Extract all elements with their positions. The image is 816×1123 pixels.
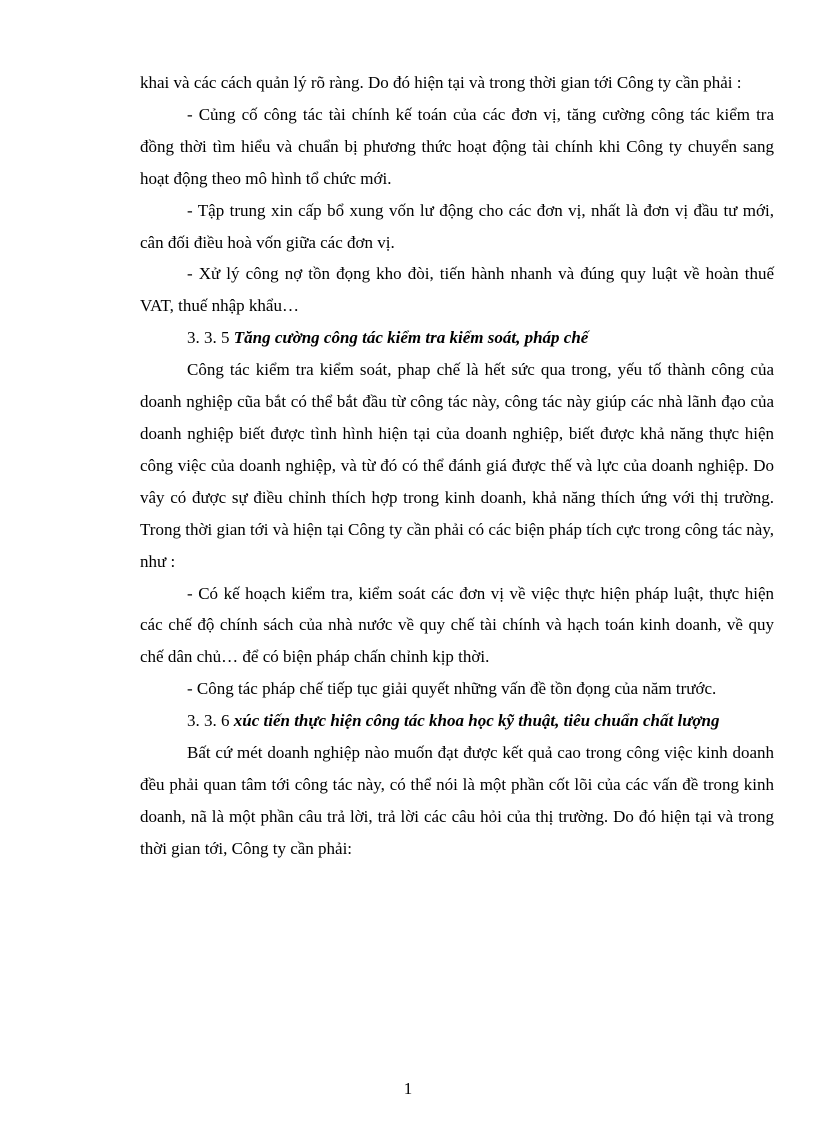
paragraph-bullet: - Xử lý công nợ tồn đọng kho đòi, tiến hành nhanh và đúng quy luật về hoàn thuế VAT, thuế nhập khẩu… bbox=[140, 264, 774, 316]
section-heading-3-3-6 bbox=[140, 705, 774, 737]
paragraph-bullet: - Củng cố công tác tài chính kế toán của các đơn vị, tăng cường công tác kiểm tra đồng thời tìm hiểu và chuẩn bị phương thức hoạt động tài chính khi Công ty chuyển sang hoạt động theo mô hình tổ chức mới. bbox=[140, 104, 774, 188]
section-body: Công tác kiểm tra kiểm soát, phap chế là hết sức qua trong, yếu tố thành công của doanh nghiệp cũa bắt có thể bắt đầu từ công tác này, công tác này giúp các nhà lãnh đạo của doanh nghiệp biết được tình hình hiện tại của doanh nghiệp, biết được khả năng thực hiện công việc của doanh nghiệp, và từ đó có thể đánh giá được thế và lực của doanh nghiệp. Do vây có được sự điều chỉnh thích hợp trong kinh doanh, khả năng thích ứng với thị trường. Trong thời gian tới và hiện tại Công ty cần phải có các biện pháp tích cực trong công tác này, như : bbox=[140, 360, 774, 571]
section-title: Tăng cường công tác kiểm tra kiểm soát, pháp chế bbox=[233, 328, 589, 348]
paragraph-bullet: - Có kế hoạch kiểm tra, kiểm soát các đơn vị về việc thực hiện pháp luật, thực hiện các chế độ chính sách của nhà nước về quy chế tài chính và hạch toán kinh doanh, về quy chế dân chủ… để có biện pháp chấn chỉnh kịp thời. bbox=[140, 583, 774, 667]
page-content bbox=[140, 67, 774, 865]
paragraph-bullet: - Tập trung xin cấp bổ xung vốn lư động cho các đơn vị, nhất là đơn vị đầu tư mới, cân đối điều hoà vốn giữa các đơn vị. bbox=[140, 200, 774, 252]
paragraph-bullet: - Công tác pháp chế tiếp tục giải quyết những vấn đề tồn đọng của năm trước. bbox=[187, 679, 717, 699]
section-number: 3. 3. 6 bbox=[187, 711, 230, 731]
section-heading-3-3-5 bbox=[140, 322, 774, 354]
section-body: Bất cứ mét doanh nghiệp nào muốn đạt được kết quả cao trong công việc kinh doanh đều phải quan tâm tới công tác này, có thể nói là một phần cốt lõi của các vấn đề trong kinh doanh, nã là một phần câu trả lời, trả lời các câu hỏi của thị trường. Do đó hiện tại và trong thời gian tới, Công ty cần phải: bbox=[140, 743, 774, 858]
page-number: 1 bbox=[403, 1079, 413, 1098]
section-number: 3. 3. 5 bbox=[187, 328, 230, 348]
paragraph-continuation: khai và các cách quản lý rõ ràng. Do đó hiện tại và trong thời gian tới Công ty cần phải : bbox=[140, 73, 742, 92]
section-title: xúc tiến thực hiện công tác khoa học kỹ thuật, tiêu chuẩn chất lượng bbox=[233, 711, 720, 731]
